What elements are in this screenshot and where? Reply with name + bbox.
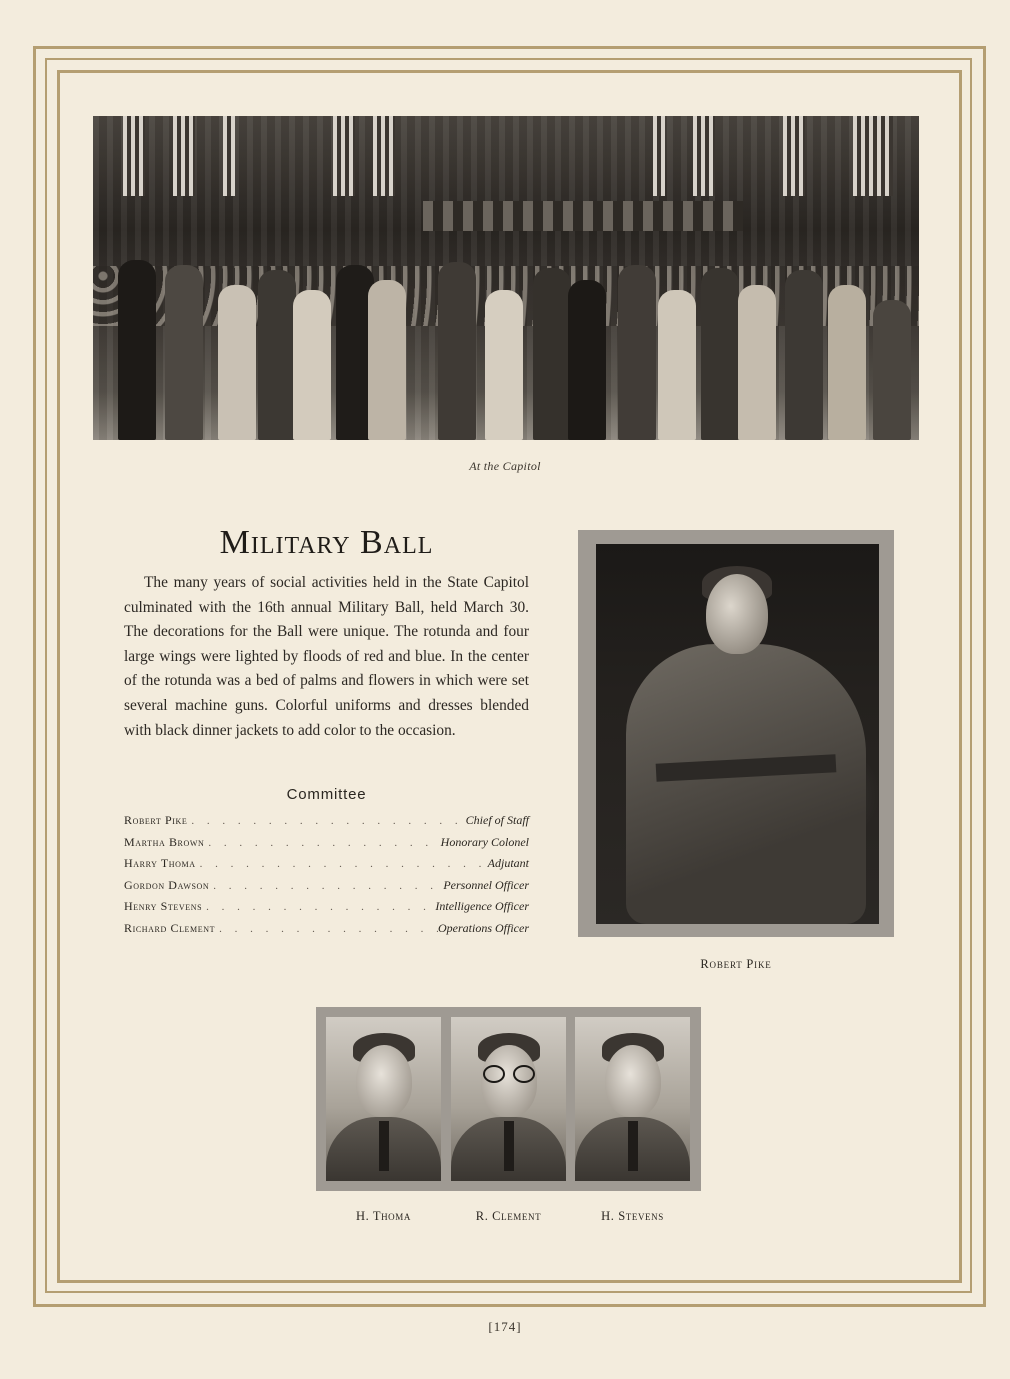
member-name: Gordon Dawson xyxy=(124,877,210,892)
flag-decoration xyxy=(373,116,395,196)
flag-decoration xyxy=(853,116,893,196)
portrait-caption: H. Stevens xyxy=(601,1209,664,1223)
committee-row xyxy=(124,813,529,835)
photo-caption: At the Capitol xyxy=(469,459,541,473)
stevens-portrait xyxy=(575,1017,690,1181)
person-figure xyxy=(738,285,776,440)
flag-decoration xyxy=(653,116,665,196)
person-figure xyxy=(828,285,866,440)
person-figure xyxy=(658,290,696,440)
face xyxy=(706,574,768,654)
person-figure xyxy=(873,300,911,440)
flag-decoration xyxy=(123,116,145,196)
portrait-caption: R. Clement xyxy=(475,1209,542,1223)
committee-row xyxy=(124,899,529,921)
member-name: Martha Brown xyxy=(124,834,205,849)
article-body: The many years of social activities held in the State Capitol culminated with the 16th annual Military Ball, held March 30. The decorations for the Ball were unique. The rotunda and four large wings were lighted by floods of red and blue. In the center of the rotunda was a bed of palms and flowers in which were set several machine guns. Colorful uniforms and dresses blended with black dinner jackets to add color to the occasion. xyxy=(124,574,529,739)
committee-row xyxy=(124,878,529,900)
member-name: Richard Clement xyxy=(124,920,216,935)
person-figure xyxy=(293,290,331,440)
committee-row xyxy=(124,856,529,878)
flag-decoration xyxy=(693,116,715,196)
person-figure xyxy=(701,268,739,440)
committee-row xyxy=(124,921,529,943)
person-figure xyxy=(618,265,656,440)
leader-dots xyxy=(209,880,443,892)
tie xyxy=(504,1121,514,1171)
person-figure xyxy=(533,268,571,440)
member-name: Harry Thoma xyxy=(124,856,196,870)
person-figure xyxy=(165,265,203,440)
portrait-caption: Robert Pike xyxy=(700,957,772,971)
person-figure xyxy=(218,285,256,440)
person-figure xyxy=(118,260,156,440)
flag-decoration xyxy=(173,116,195,196)
thoma-portrait xyxy=(326,1017,441,1181)
leader-dots xyxy=(202,901,435,913)
person-figure xyxy=(485,290,523,440)
glasses xyxy=(483,1065,535,1079)
flag-decoration xyxy=(223,116,235,196)
ballroom-crowd-photo xyxy=(93,116,919,440)
face xyxy=(356,1045,412,1117)
person-figure xyxy=(438,262,476,440)
member-role: Personnel Officer xyxy=(443,877,529,892)
member-role: Honorary Colonel xyxy=(440,834,529,849)
tie xyxy=(379,1121,389,1171)
person-figure xyxy=(785,270,823,440)
flag-decoration xyxy=(333,116,355,196)
portrait-caption: H. Thoma xyxy=(356,1209,411,1223)
member-name: Robert Pike xyxy=(124,813,188,827)
person-figure xyxy=(368,280,406,440)
leader-dots xyxy=(187,815,465,827)
clement-portrait xyxy=(451,1017,566,1181)
member-role: Intelligence Officer xyxy=(435,899,529,913)
member-role: Adjutant xyxy=(487,856,529,870)
balcony xyxy=(423,201,743,231)
committee-row xyxy=(124,835,529,857)
person-figure xyxy=(258,270,296,440)
member-role: Operations Officer xyxy=(438,920,529,935)
uniform xyxy=(626,644,866,924)
tie xyxy=(628,1121,638,1171)
robert-pike-portrait xyxy=(596,544,879,924)
leader-dots xyxy=(196,858,488,870)
member-role: Chief of Staff xyxy=(465,813,529,827)
committee-list xyxy=(124,813,529,942)
leader-dots xyxy=(204,837,440,849)
face xyxy=(605,1045,661,1117)
member-name: Henry Stevens xyxy=(124,899,203,913)
flag-decoration xyxy=(783,116,805,196)
person-figure xyxy=(568,280,606,440)
leader-dots xyxy=(215,923,438,935)
page-title: Military Ball xyxy=(219,524,434,561)
committee-heading: Committee xyxy=(286,786,367,803)
page-number: [174] xyxy=(488,1319,522,1334)
